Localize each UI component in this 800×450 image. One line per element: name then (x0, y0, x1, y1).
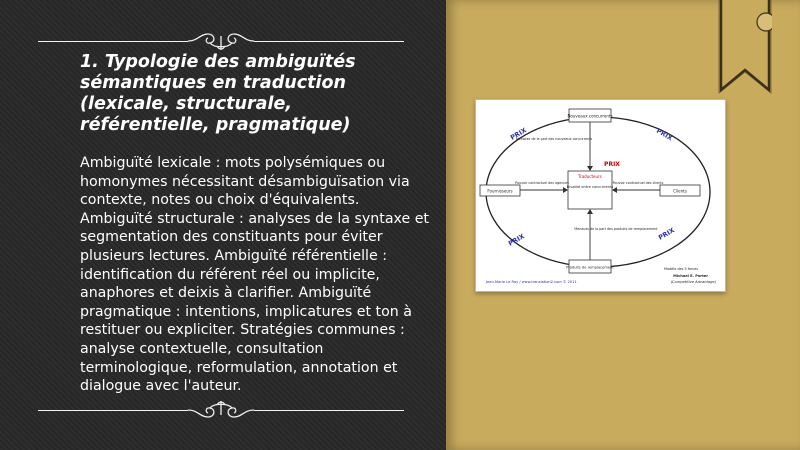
bottom-arrow-note: Menaces de la part des produits de remplacement (574, 227, 658, 231)
top-divider-right (254, 41, 404, 42)
prix-label-top-right: PRIX (655, 126, 674, 143)
top-divider-left (38, 41, 188, 42)
prix-label-bottom-left: PRIX (507, 232, 526, 248)
left-box-label: Fournisseurs (487, 188, 513, 194)
left-arrow-note: Pouvoir contractuel des agences (515, 181, 569, 185)
prix-label-bottom-right: PRIX (657, 226, 676, 242)
top-arrow-note: Menaces de la part des nouveaux concurrents (515, 137, 593, 141)
center-box-title: Traducteurs (578, 174, 602, 179)
top-box-label: Nouveaux concurrents (567, 113, 613, 119)
model-caption: Modèle des 5 forces (664, 267, 698, 271)
bottom-box-label: Produits de remplacement (566, 265, 614, 270)
porter-five-forces-diagram (475, 99, 726, 292)
bookmark-ribbon-icon (718, 0, 772, 94)
bottom-scroll-ornament-icon (186, 397, 256, 421)
right-arrow-note: Pouvoir contractuel des clients (612, 181, 664, 185)
bottom-divider-right (254, 410, 404, 411)
author-caption: Michael E. Porter (673, 274, 708, 278)
source-caption: Jean-Marie Le Ray / www.translation2.com © 2011 (486, 280, 577, 284)
bottom-divider-left (38, 410, 188, 411)
right-box-label: Clients (673, 188, 687, 194)
slide-title: 1. Typologie des ambiguïtés sémantiques en traduction (lexicale, structurale, référentielle, pragmatique) (80, 52, 356, 135)
center-box-text: Rivalité entre concurrents (566, 185, 614, 189)
book-caption: (Competitive Advantage) (670, 280, 716, 284)
slide-body-text: Ambiguïté lexicale : mots polysémiques ou homonymes nécessitant désambiguïsation via contexte, notes ou choix d'équivalents. Ambiguïté structurale : analyses de la syntaxe et segmentation des constituants pour éviter plusieurs lectures. Ambiguïté référentielle : identification du référent réel ou implicite, anaphores et deixis à clarifier. Ambiguïté pragmatique : intentions, implicatures et ton à restituer ou expliciter. Stratégies communes : analyse contextuelle, consultation terminologique, reformulation, annotation et dialogue avec l'auteur. (80, 155, 429, 395)
center-prix-label: PRIX (604, 161, 620, 168)
prix-label-top-left: PRIX (509, 126, 528, 142)
top-scroll-ornament-icon (186, 30, 256, 54)
